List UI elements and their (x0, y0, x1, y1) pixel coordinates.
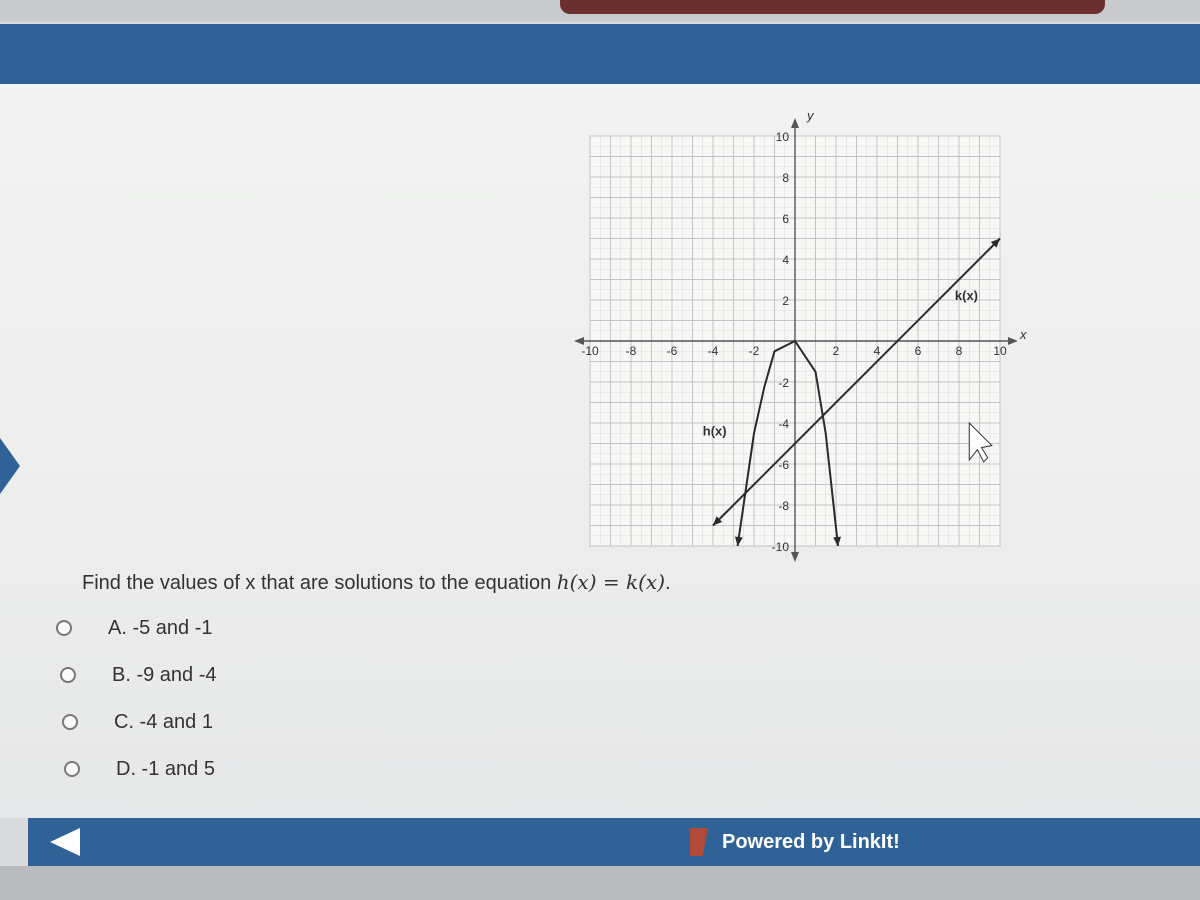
x-tick-label: -8 (625, 344, 637, 358)
radio-b[interactable] (60, 667, 76, 683)
x-tick-label: 4 (873, 344, 881, 358)
side-nav-arrow-icon[interactable] (0, 438, 20, 494)
x-tick-label: -6 (666, 344, 678, 358)
x-tick-label: -2 (748, 344, 760, 358)
y-tick-label: 10 (775, 130, 789, 144)
footer-bar (28, 818, 1200, 866)
powered-by (690, 826, 900, 858)
header-bar (0, 24, 1200, 84)
choice-c-label: C. -4 and 1 (114, 710, 213, 733)
x-tick-label: 10 (993, 344, 1007, 358)
x-axis-label: x (1020, 327, 1027, 342)
x-tick-label: 6 (914, 344, 922, 358)
y-axis-down-arrow-icon (791, 552, 799, 562)
y-tick-label: 4 (782, 253, 789, 267)
linkit-logo-icon (690, 828, 708, 856)
radio-a[interactable] (56, 620, 72, 636)
y-tick-label: -6 (778, 458, 789, 472)
y-tick-label: 8 (782, 171, 789, 185)
radio-c[interactable] (62, 714, 78, 730)
question-prefix: Find the values of x that are solutions to the equation (82, 572, 557, 594)
back-arrow-icon (46, 826, 86, 858)
choice-b-label: B. -9 and -4 (112, 663, 217, 686)
x-tick-label: -10 (581, 344, 599, 358)
choice-a-label: A. -5 and -1 (108, 616, 213, 639)
question-equation: h(x) = k(x) (556, 570, 665, 594)
y-axis-arrow-icon (791, 118, 799, 128)
y-tick-label: -4 (778, 417, 789, 431)
y-tick-label: -8 (778, 499, 789, 513)
top-tab (560, 0, 1105, 14)
question-text (82, 570, 671, 595)
x-tick-label: 8 (955, 344, 963, 358)
h-label: h(x) (702, 423, 727, 439)
radio-d[interactable] (64, 761, 80, 777)
x-tick-label: 2 (832, 344, 840, 358)
y-tick-label: 6 (782, 212, 789, 226)
choice-a[interactable] (56, 613, 213, 643)
y-axis-label: y (807, 108, 814, 123)
x-tick-label: -4 (707, 344, 719, 358)
coordinate-graph (570, 96, 1040, 566)
choice-b[interactable] (60, 660, 217, 690)
y-tick-label: -2 (778, 376, 789, 390)
bottom-strip (0, 866, 1200, 900)
y-tick-label: 2 (782, 294, 789, 308)
y-tick-label: -10 (771, 540, 789, 554)
question-suffix: . (665, 572, 671, 594)
k-label: k(x) (954, 288, 979, 303)
powered-by-text: Powered by LinkIt! (722, 830, 900, 853)
choice-d-label: D. -1 and 5 (116, 757, 215, 780)
x-axis-arrow-icon (1008, 337, 1018, 345)
choice-c[interactable] (62, 707, 213, 737)
back-button[interactable] (38, 822, 94, 862)
choice-d[interactable] (64, 754, 215, 784)
